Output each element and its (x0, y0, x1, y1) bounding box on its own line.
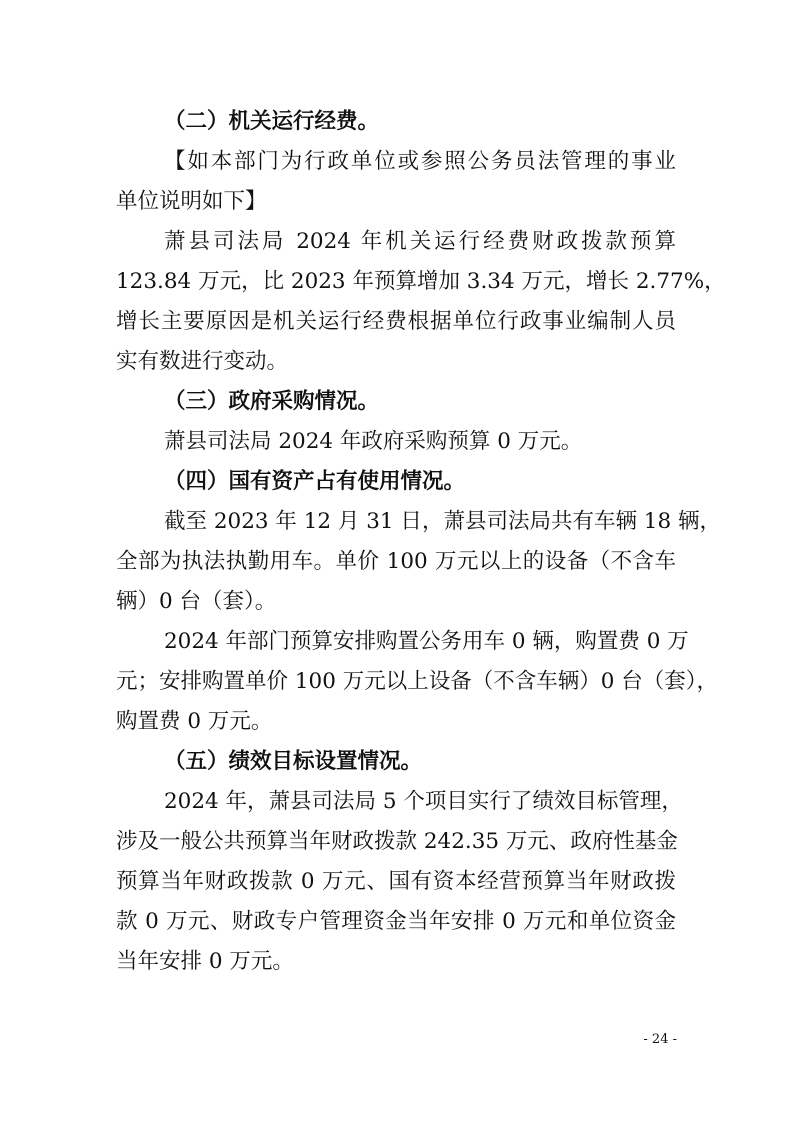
paragraph-line: 涉及一般公共预算当年财政拨款 242.35 万元、政府性基金 (116, 829, 678, 854)
section-heading-operating-expenses: （二）机关运行经费。 (164, 109, 380, 134)
page-number: - 24 - (643, 1032, 677, 1047)
paragraph-line: 元；安排购置单价 100 万元以上设备（不含车辆）0 台（套）， (116, 669, 718, 694)
section-heading-performance-goals: （五）绩效目标设置情况。 (164, 749, 423, 774)
paragraph-line: 增长主要原因是机关运行经费根据单位行政事业编制人员 (116, 309, 676, 334)
paragraph-line: 123.84 万元，比 2023 年预算增加 3.34 万元，增长 2.77%， (116, 269, 726, 294)
paragraph-line: 购置费 0 万元。 (116, 709, 273, 734)
paragraph-line: 萧县司法局 2024 年政府采购预算 0 万元。 (164, 429, 583, 454)
paragraph-line: 2024 年部门预算安排购置公务用车 0 辆，购置费 0 万 (164, 629, 689, 654)
paragraph-line: 款 0 万元、财政专户管理资金当年安排 0 万元和单位资金 (116, 909, 676, 934)
paragraph-line: 【如本部门为行政单位或参照公务员法管理的事业 (164, 149, 676, 174)
paragraph-line: 萧县司法局 2024 年机关运行经费财政拨款预算 (164, 229, 676, 254)
section-heading-procurement: （三）政府采购情况。 (164, 389, 380, 414)
paragraph-line: 辆）0 台（套）。 (116, 589, 277, 614)
paragraph-line: 单位说明如下】 (116, 189, 267, 214)
paragraph-line: 预算当年财政拨款 0 万元、国有资本经营预算当年财政拨 (116, 869, 676, 894)
paragraph-line: 截至 2023 年 12 月 31 日，萧县司法局共有车辆 18 辆， (164, 509, 721, 534)
paragraph-line: 当年安排 0 万元。 (116, 949, 294, 974)
paragraph-line: 实有数进行变动。 (116, 349, 289, 374)
paragraph-line: 2024 年，萧县司法局 5 个项目实行了绩效目标管理， (164, 789, 683, 814)
section-heading-state-assets: （四）国有资产占有使用情况。 (164, 469, 466, 494)
paragraph-line: 全部为执法执勤用车。单价 100 万元以上的设备（不含车 (116, 549, 676, 574)
